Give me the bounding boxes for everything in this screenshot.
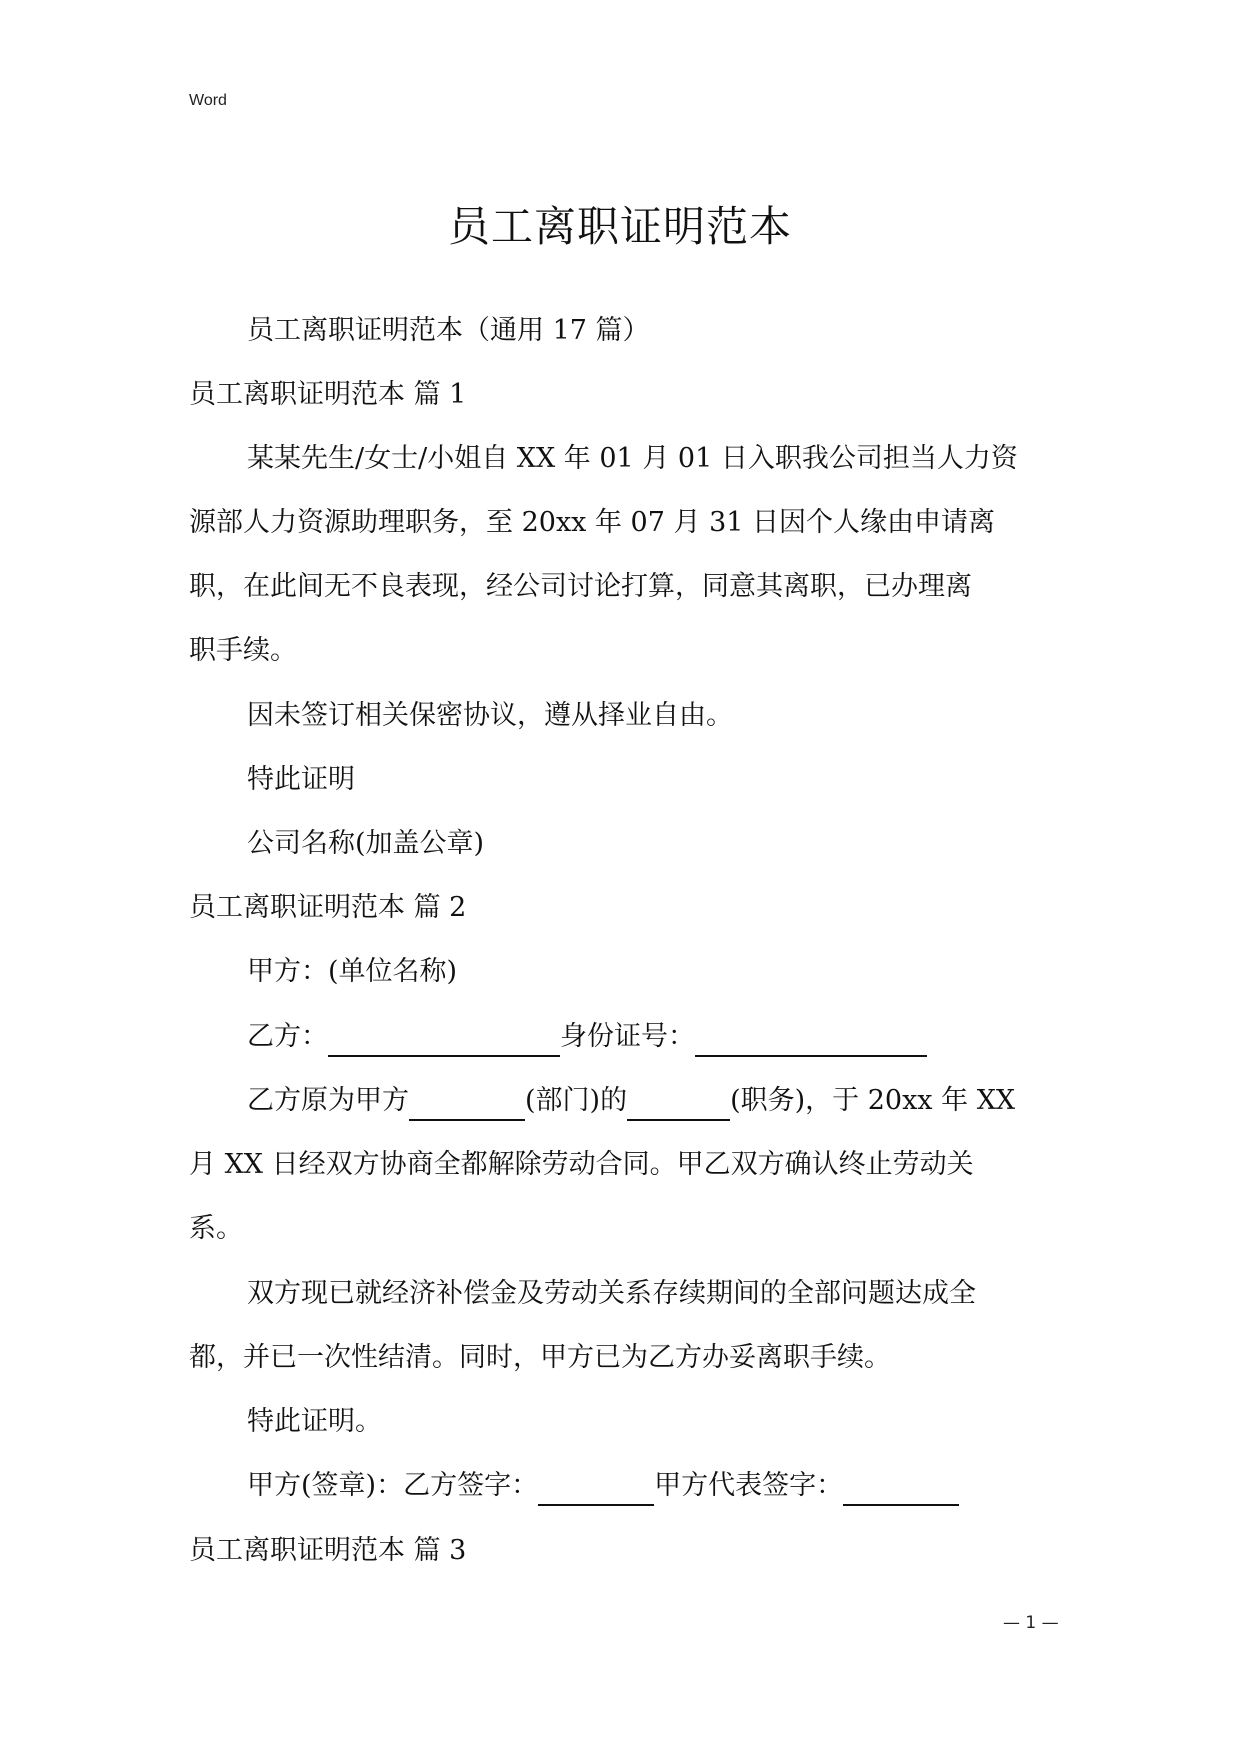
subtitle: 员工离职证明范本（通用 17 篇） (247, 315, 650, 346)
party-a-rep-signature-blank[interactable] (843, 1474, 959, 1506)
department-blank[interactable] (409, 1089, 525, 1121)
paragraph-line: 职手续。 (189, 635, 297, 666)
position-blank[interactable] (627, 1089, 730, 1121)
page-number: — 1 — (1003, 1613, 1059, 1633)
paragraph-line: 特此证明。 (247, 1406, 382, 1437)
paragraph-line (247, 1081, 1015, 1121)
section-3-heading: 员工离职证明范本 篇 3 (189, 1535, 467, 1566)
party-b-label: 乙方： (247, 1021, 328, 1052)
party-b-line (247, 1017, 927, 1057)
id-number-label: 身份证号： (560, 1021, 695, 1052)
signature-label-a: 甲方(签章)：乙方签字： (247, 1470, 539, 1501)
party-a-line: 甲方：(单位名称) (247, 956, 458, 987)
signature-label-b: 甲方代表签字： (654, 1470, 844, 1501)
paragraph-line: 源部人力资源助理职务，至 20xx 年 07 月 31 日因个人缘由申请离 (189, 507, 996, 538)
paragraph-segment: (职务)，于 20xx 年 XX (730, 1085, 1016, 1116)
section-1-heading: 员工离职证明范本 篇 1 (189, 379, 467, 410)
section-2-heading: 员工离职证明范本 篇 2 (189, 892, 467, 923)
party-b-signature-blank[interactable] (538, 1474, 654, 1506)
paragraph-line: 因未签订相关保密协议，遵从择业自由。 (247, 700, 733, 731)
signature-line (247, 1466, 959, 1506)
paragraph-segment: (部门)的 (525, 1085, 628, 1116)
paragraph-line: 双方现已就经济补偿金及劳动关系存续期间的全部问题达成全 (247, 1278, 976, 1309)
paragraph-line: 职，在此间无不良表现，经公司讨论打算，同意其离职，已办理离 (189, 571, 972, 602)
paragraph-line: 某某先生/女士/小姐自 XX 年 01 月 01 日入职我公司担当人力资 (247, 443, 1018, 474)
header-label: Word (189, 92, 227, 109)
party-b-blank[interactable] (328, 1025, 560, 1057)
company-name-line: 公司名称(加盖公章) (247, 828, 485, 859)
paragraph-line: 系。 (189, 1213, 243, 1244)
paragraph-segment: 乙方原为甲方 (247, 1085, 409, 1116)
id-number-blank[interactable] (695, 1025, 927, 1057)
document-title: 员工离职证明范本 (447, 202, 792, 251)
paragraph-line: 月 XX 日经双方协商全都解除劳动合同。甲乙双方确认终止劳动关 (189, 1149, 974, 1180)
paragraph-line: 都，并已一次性结清。同时，甲方已为乙方办妥离职手续。 (189, 1342, 891, 1373)
paragraph-line: 特此证明 (247, 764, 355, 795)
